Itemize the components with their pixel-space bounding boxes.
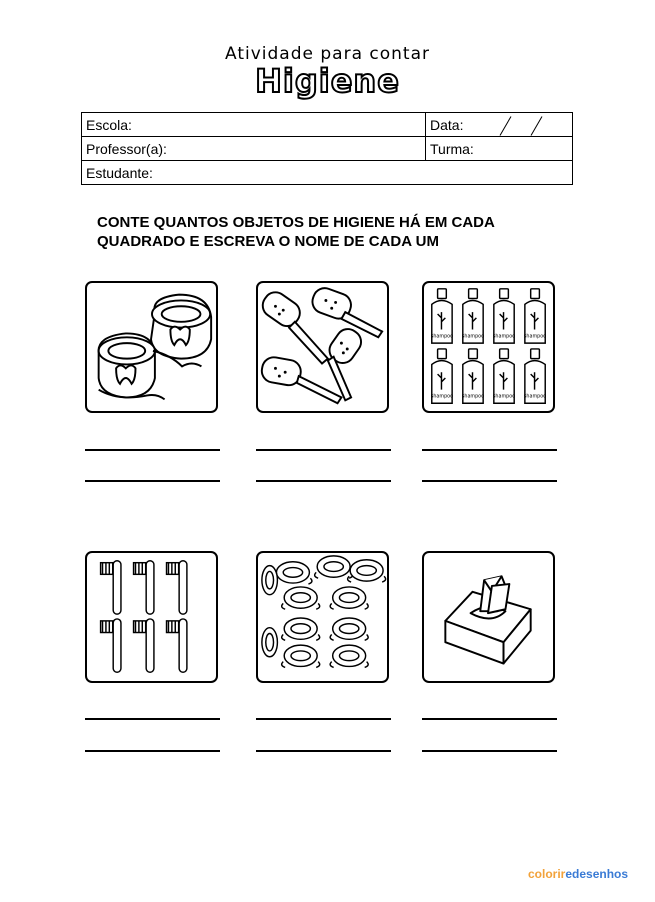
soap-bar xyxy=(330,587,368,609)
shampoo-label: shampoo xyxy=(523,334,547,340)
date-field[interactable] xyxy=(426,113,573,137)
shampoo-label: shampoo xyxy=(461,394,485,400)
activity-title: Higiene xyxy=(255,62,400,100)
class-label: Turma: xyxy=(430,140,474,157)
date-separator xyxy=(531,116,543,136)
student-info-form xyxy=(81,112,573,185)
teacher-field[interactable] xyxy=(82,137,426,161)
tissue-box-icon xyxy=(424,553,553,681)
shampoo-bottle xyxy=(493,349,515,403)
soap-bar-icon xyxy=(258,553,387,681)
soap-bar xyxy=(330,645,368,667)
answer-line[interactable] xyxy=(422,750,557,752)
soap-bar xyxy=(282,645,320,667)
answer-line[interactable] xyxy=(422,480,557,482)
school-label: Escola: xyxy=(86,116,132,133)
soap-bar xyxy=(315,556,353,578)
toothbrush xyxy=(167,619,187,672)
answer-line[interactable] xyxy=(256,718,391,720)
class-field[interactable] xyxy=(426,137,573,161)
toothbrush xyxy=(134,619,154,672)
activity-subtitle: Atividade para contar xyxy=(225,44,430,64)
instructions-line-2: QUADRADO E ESCREVA O NOME DE CADA UM xyxy=(97,233,439,250)
answer-line[interactable] xyxy=(85,718,220,720)
shampoo-label: shampoo xyxy=(461,334,485,340)
shampoo-label: shampoo xyxy=(523,394,547,400)
soap-bar xyxy=(348,560,386,582)
soap-bar xyxy=(330,618,368,640)
student-label: Estudante: xyxy=(86,164,153,181)
card-hairbrush xyxy=(256,281,389,413)
hairbrush-icon xyxy=(258,283,387,411)
dental-floss-icon xyxy=(87,283,216,411)
shampoo-bottle xyxy=(462,349,484,403)
shampoo-label: shampoo xyxy=(492,394,516,400)
instructions-line-1: CONTE QUANTOS OBJETOS DE HIGIENE HÁ EM CADA xyxy=(97,214,495,231)
toothbrush xyxy=(167,561,187,614)
shampoo-bottle xyxy=(431,349,453,403)
teacher-label: Professor(a): xyxy=(86,140,167,157)
answer-line[interactable] xyxy=(85,480,220,482)
soap-bar xyxy=(282,618,320,640)
shampoo-label: shampoo xyxy=(430,334,454,340)
shampoo-label: shampoo xyxy=(492,334,516,340)
soap-bar xyxy=(262,566,278,595)
school-field[interactable] xyxy=(82,113,426,137)
shampoo-bottle xyxy=(462,289,484,343)
answer-line[interactable] xyxy=(85,449,220,451)
answer-line[interactable] xyxy=(256,449,391,451)
answer-line[interactable] xyxy=(256,750,391,752)
shampoo-bottle xyxy=(493,289,515,343)
shampoo-label: shampoo xyxy=(430,394,454,400)
card-dental-floss xyxy=(85,281,218,413)
card-toothbrush xyxy=(85,551,218,683)
student-field[interactable] xyxy=(82,161,573,185)
card-tissue-box xyxy=(422,551,555,683)
answer-line[interactable] xyxy=(256,480,391,482)
brand-part-1: colorir xyxy=(528,867,566,881)
toothbrush-icon xyxy=(87,553,216,681)
soap-bar xyxy=(274,562,312,584)
answer-line[interactable] xyxy=(85,750,220,752)
brand-logo xyxy=(528,867,628,881)
date-label: Data: xyxy=(430,116,464,133)
shampoo-bottle xyxy=(431,289,453,343)
shampoo-bottle xyxy=(524,289,546,343)
toothbrush xyxy=(101,561,121,614)
shampoo-bottle-icon xyxy=(424,283,553,411)
soap-bar xyxy=(262,628,278,657)
soap-bar xyxy=(282,587,320,609)
shampoo-bottle xyxy=(524,349,546,403)
brand-part-2: edesenhos xyxy=(565,867,629,881)
answer-line[interactable] xyxy=(422,449,557,451)
date-separator xyxy=(500,116,512,136)
toothbrush xyxy=(134,561,154,614)
card-soap xyxy=(256,551,389,683)
instructions xyxy=(97,213,567,251)
card-shampoo xyxy=(422,281,555,413)
toothbrush xyxy=(101,619,121,672)
answer-line[interactable] xyxy=(422,718,557,720)
